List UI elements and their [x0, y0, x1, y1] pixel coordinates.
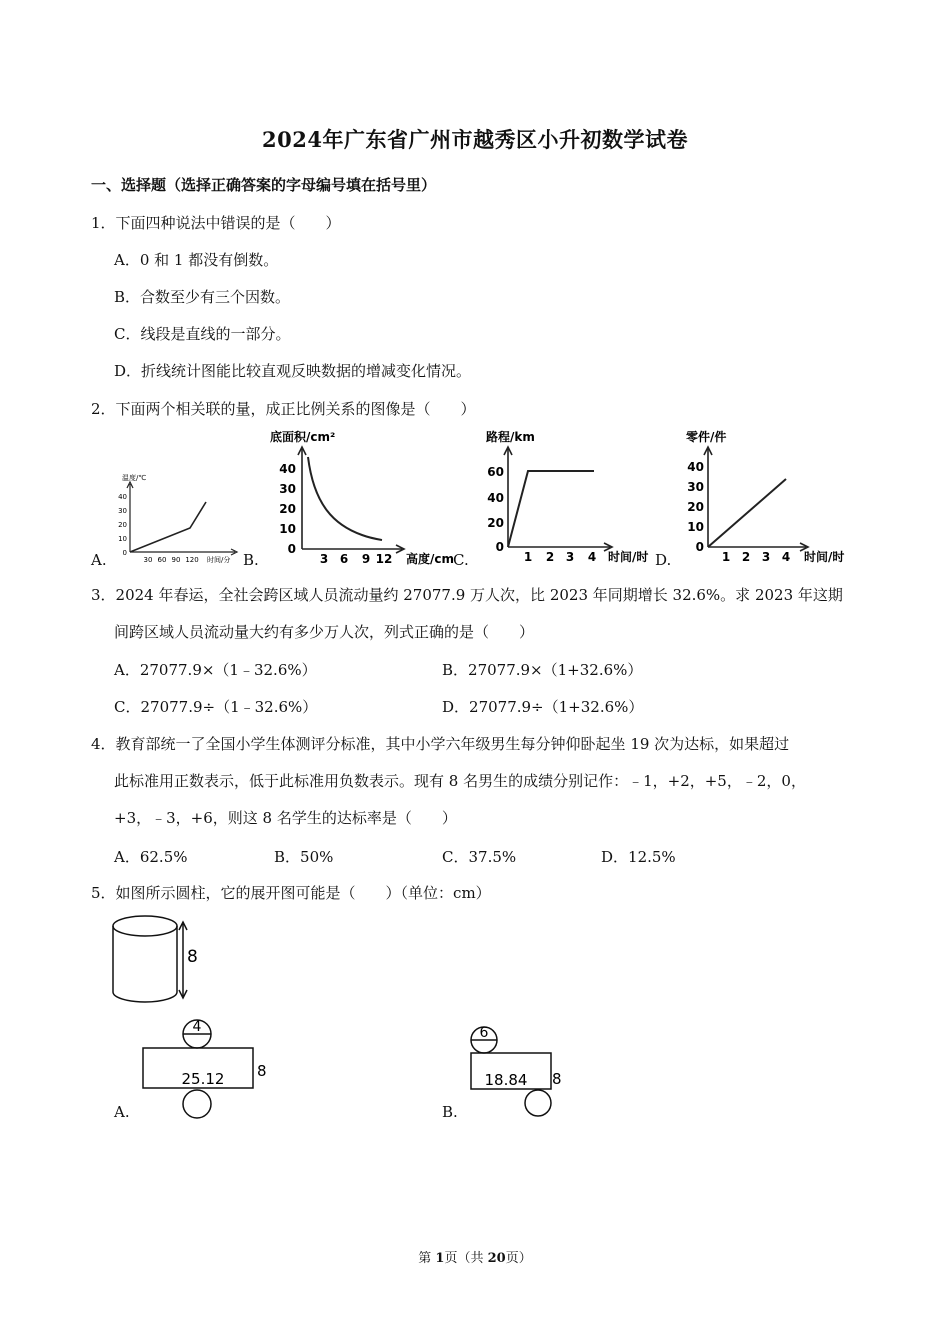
- graph-c-xtick: 4: [587, 550, 597, 564]
- graph-c-xtick: 1: [523, 550, 533, 564]
- cylinder-height-label: 8: [187, 947, 198, 967]
- graph-b-ytick: 20: [279, 502, 296, 516]
- graph-a-xtick: 90: [171, 556, 181, 564]
- graph-a-xtick: 120: [185, 556, 199, 564]
- net-a-circle-label: 4: [192, 1019, 202, 1035]
- graph-d-xtick: 1: [721, 550, 731, 564]
- question-1-stem: 1．下面四种说法中错误的是（ ）: [91, 214, 341, 232]
- graph-b-xtick: 9: [361, 552, 371, 566]
- graph-c-ytick: 60: [487, 465, 504, 479]
- graph-a-xtick: 30: [143, 556, 153, 564]
- graph-a-xlabel: 时间/分: [207, 556, 231, 564]
- footer-total-pages: 20: [487, 1251, 506, 1266]
- graph-c-xlabel: 时间/时: [608, 550, 649, 564]
- question-4-option-b: B．50%: [274, 848, 334, 866]
- graph-b-ylabel: 底面积/cm²: [270, 430, 336, 444]
- footer-pre: 第: [418, 1251, 436, 1266]
- graph-a-ylabel: 温度/℃: [122, 474, 147, 482]
- graph-d-ytick: 10: [687, 520, 704, 534]
- question-1-option-d: D．折线统计图能比较直观反映数据的增减变化情况。: [114, 362, 472, 380]
- question-5-stem: 5．如图所示圆柱，它的展开图可能是（ ）（单位：cm）: [91, 884, 491, 902]
- graph-d-xlabel: 时间/时: [804, 550, 845, 564]
- page-footer: [0, 1247, 950, 1266]
- graph-b-xtick: 3: [319, 552, 329, 566]
- graph-d-ytick: 20: [687, 500, 704, 514]
- question-3-stem-line1: 3．2024 年春运，全社会跨区域人员流动量约 27077.9 万人次，比 2023 年同期增长 32.6%。求 2023 年这期: [91, 586, 843, 604]
- question-4-stem-line2: 此标准用正数表示，低于此标准用负数表示。现有 8 名男生的成绩分别记作：﹣1，+2，+5，﹣2，0，: [114, 772, 806, 790]
- graph-c-ytick: 20: [487, 516, 504, 530]
- question-4-option-d: D．12.5%: [601, 848, 676, 866]
- graph-d-xtick: 2: [741, 550, 751, 564]
- graph-a-line: [130, 502, 206, 552]
- graph-b-xtick: 12: [375, 552, 393, 566]
- graph-d-ytick: 30: [687, 480, 704, 494]
- question-5-option-a: A.: [114, 1103, 130, 1121]
- page-title: 2024年广东省广州市越秀区小升初数学试卷: [262, 127, 688, 152]
- graph-a: [110, 470, 260, 565]
- question-2-stem: 2．下面两个相关联的量，成正比例关系的图像是（ ）: [91, 400, 476, 418]
- net-a-rect-label: 25.12: [181, 1070, 225, 1088]
- question-3-option-d: D．27077.9÷（1+32.6%）: [442, 698, 644, 716]
- footer-mid: 页（共: [444, 1251, 488, 1266]
- graph-c: [474, 427, 664, 567]
- question-1-option-c: C．线段是直线的一部分。: [114, 325, 291, 343]
- question-4-option-a: A．62.5%: [114, 848, 188, 866]
- cylinder-figure: [105, 910, 215, 1010]
- net-b-figure: [466, 1024, 576, 1124]
- question-3-stem-line2: 间跨区域人员流动量大约有多少万人次，列式正确的是（ ）: [114, 623, 535, 641]
- question-2-option-d: D.: [655, 551, 672, 569]
- question-3-option-c: C．27077.9÷（1﹣32.6%）: [114, 698, 318, 716]
- question-1-option-a: A．0 和 1 都没有倒数。: [114, 251, 279, 269]
- graph-d-ytick: 40: [687, 460, 704, 474]
- graph-d: [676, 427, 866, 567]
- graph-c-ytick: 40: [487, 491, 504, 505]
- graph-c-xtick: 3: [565, 550, 575, 564]
- net-a-figure: [135, 1018, 280, 1123]
- graph-c-ytick: 0: [495, 540, 504, 554]
- question-2-option-b: B.: [243, 551, 259, 569]
- net-b-side-label: 8: [552, 1070, 562, 1088]
- net-a-side-label: 8: [257, 1062, 267, 1080]
- question-3-option-a: A．27077.9×（1﹣32.6%）: [114, 661, 317, 679]
- graph-b-ytick: 0: [287, 542, 296, 556]
- graph-c-line: [508, 471, 594, 547]
- graph-d-ytick: 0: [695, 540, 704, 554]
- graph-b-ytick: 10: [279, 522, 296, 536]
- footer-page-number: 1: [435, 1251, 445, 1266]
- graph-a-ytick: 10: [118, 535, 127, 543]
- graph-b-xtick: 6: [339, 552, 349, 566]
- graph-c-ylabel: 路程/km: [486, 430, 535, 444]
- graph-a-xtick: 60: [157, 556, 167, 564]
- graph-a-ytick: 0: [122, 549, 127, 557]
- question-5-option-b: B.: [442, 1103, 458, 1121]
- graph-a-ytick: 20: [118, 521, 127, 529]
- graph-b: [262, 427, 462, 567]
- net-b-rect-label: 18.84: [484, 1071, 528, 1089]
- graph-c-xtick: 2: [545, 550, 555, 564]
- graph-d-ylabel: 零件/件: [686, 430, 727, 444]
- graph-d-xtick: 3: [761, 550, 771, 564]
- graph-a-ytick: 30: [118, 507, 127, 515]
- question-4-stem-line3: +3，﹣3，+6，则这 8 名学生的达标率是（ ）: [114, 809, 457, 827]
- graph-b-ytick: 40: [279, 462, 296, 476]
- question-2-option-c: C.: [453, 551, 469, 569]
- question-4-stem-line1: 4．教育部统一了全国小学生体测评分标准，其中小学六年级男生每分钟仰卧起坐 19 次为达标，如果超过: [91, 735, 790, 753]
- graph-d-line: [708, 479, 786, 547]
- footer-post: 页）: [505, 1251, 532, 1266]
- graph-d-xtick: 4: [781, 550, 791, 564]
- graph-b-xlabel: 高度/cm: [406, 552, 455, 566]
- graph-a-ytick: 40: [118, 493, 127, 501]
- question-4-option-c: C．37.5%: [442, 848, 517, 866]
- question-3-option-b: B．27077.9×（1+32.6%）: [442, 661, 643, 679]
- question-2-option-a: A.: [91, 551, 107, 569]
- question-1-option-b: B．合数至少有三个因数。: [114, 288, 291, 306]
- graph-b-ytick: 30: [279, 482, 296, 496]
- section-heading: 一、选择题（选择正确答案的字母编号填在括号里）: [91, 176, 437, 194]
- graph-b-curve: [308, 457, 382, 540]
- net-b-circle-label: 6: [479, 1025, 489, 1041]
